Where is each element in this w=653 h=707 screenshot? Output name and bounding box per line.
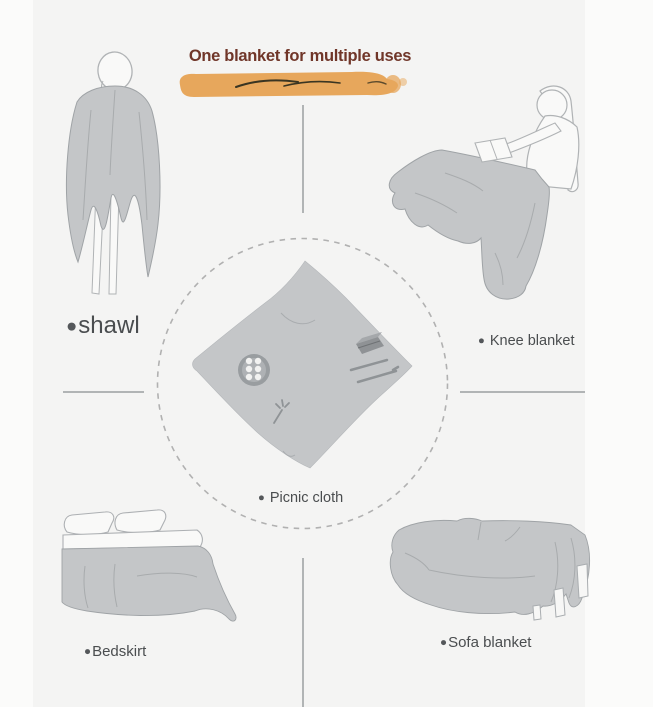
label-text: Bedskirt [92, 643, 147, 660]
label-sofa-blanket [440, 635, 531, 650]
label-text: Knee blanket [489, 333, 575, 349]
pillow [64, 512, 113, 535]
divider-left-horizontal [63, 391, 144, 393]
label-knee-blanket [478, 334, 574, 349]
bullet-icon: ● [258, 491, 265, 504]
label-text: Picnic cloth [269, 490, 344, 506]
bullet-icon: ● [440, 635, 448, 649]
bedskirt-illustration [55, 508, 240, 628]
bullet-icon: ● [66, 314, 78, 336]
brush-stroke-highlight-icon [172, 70, 408, 100]
shawl-illustration [63, 50, 168, 302]
label-text: shawl [78, 312, 140, 339]
label-bedskirt [84, 644, 146, 659]
bed-blanket [62, 546, 236, 621]
divider-right-horizontal [460, 391, 585, 393]
divider-top-vertical [302, 105, 304, 213]
person-leg [109, 192, 119, 294]
picnic-cloth [193, 261, 412, 468]
label-shawl [66, 314, 140, 338]
label-picnic-cloth [258, 491, 343, 506]
label-text: Sofa blanket [448, 634, 532, 651]
page-title: One blanket for multiple uses [188, 47, 412, 65]
sofa-leg [554, 588, 565, 617]
picnic-cloth-illustration [188, 258, 418, 476]
bullet-icon: ● [478, 334, 485, 347]
sofa-leg [533, 605, 541, 620]
bullet-icon: ● [84, 644, 92, 658]
divider-bottom-vertical [302, 558, 304, 707]
sofa-blanket-illustration [385, 508, 597, 623]
sofa-leg [577, 564, 588, 598]
pillow [115, 510, 166, 533]
